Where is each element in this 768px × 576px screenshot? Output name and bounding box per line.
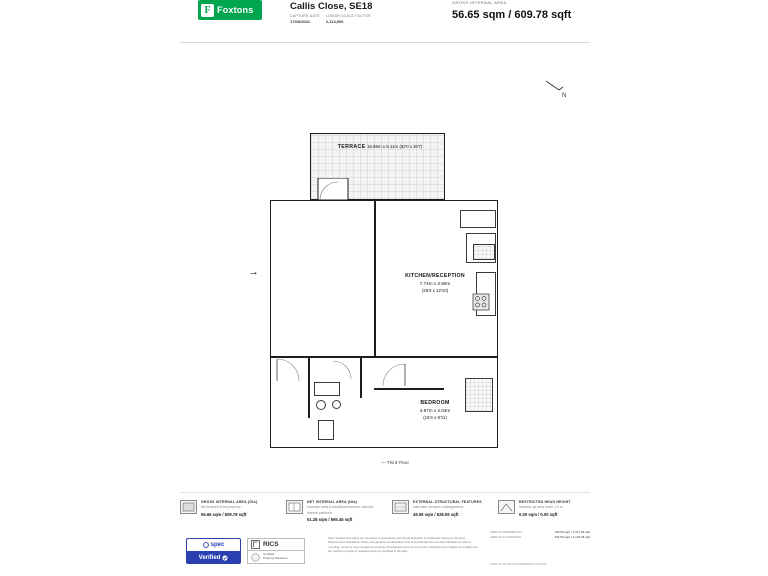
gross-internal-area-value: 56.65 sqm / 609.78 sqft — [452, 9, 572, 21]
area-external-title: EXTERNAL STRUCTURAL FEATURES — [413, 500, 482, 504]
spec-verified-label: Verified — [198, 554, 221, 561]
entry-arrow-icon: → — [248, 266, 259, 278]
rics-certified-badge — [247, 551, 305, 564]
area-gia-value: 56.65 sqm / 609.78 sqft — [201, 512, 247, 518]
area-item-external — [392, 500, 484, 524]
svg-text:N: N — [562, 93, 567, 99]
floor-note: — Third Floor — [381, 460, 409, 465]
flat-void — [271, 201, 374, 357]
foxtons-logo — [198, 0, 262, 20]
spec-label: spec — [210, 542, 225, 548]
disclaimer-text: Spec Verified floor plans are produced in accordance with Royal Institution of Chartered Surveyors Property Measurement Standards. Plans and gardens are illustrative only and excluded from all area calculations. Due to rounding, numbers may not add up precisely. All areas/amounts shown for the individual room heights and widths are the maximum points of measurements as specified in the plan. — [328, 536, 478, 554]
external-structural-features-icon — [392, 500, 409, 514]
gross-internal-area — [452, 0, 612, 21]
bathroom-wall — [308, 358, 310, 418]
footer — [180, 492, 590, 576]
rics-badge-group — [247, 538, 305, 564]
rics-label: RICS — [263, 541, 279, 548]
metadata-scale-factor-label: LINEAR SCALE FACTOR — [325, 14, 371, 18]
compass-icon — [545, 80, 571, 104]
rights-accessway-label: AREA IN ACCESSWAY — [490, 534, 522, 539]
area-head-height-sub: handled, up-area under 1.5 m — [519, 505, 563, 510]
area-gia-title: GROSS INTERNAL AREA (GIA) — [201, 500, 258, 504]
terrace-label — [330, 144, 430, 152]
kitchen-reception-dim-imperial: (25'5 x 12'10) — [421, 287, 449, 293]
certification-badges — [186, 538, 316, 564]
area-nia-title: NET INTERNAL AREA (NIA) — [307, 500, 358, 504]
area-head-height-title: RESTRICTED HEAD HEIGHT — [519, 500, 571, 504]
spec-logo-icon — [203, 542, 209, 548]
bedroom-name: BEDROOM — [420, 400, 450, 406]
metadata-capture-date-value: 17/06/2021 — [290, 19, 311, 25]
restricted-head-height-icon — [498, 500, 515, 514]
gross-internal-area-icon — [180, 500, 197, 514]
area-item-gia — [180, 500, 272, 524]
area-nia-value: 51.28 sqm / 565.45 sqft — [307, 517, 353, 523]
kitchen-unit — [460, 210, 496, 228]
area-summary-list — [180, 500, 590, 524]
property-address: Callis Close, SE18 — [290, 1, 373, 12]
spec-reference-label: SPEC ID — [490, 562, 502, 566]
rights-accessway-value: 134.50 sqm / 1,123.46 sqft — [554, 534, 590, 539]
terrace-dim-imperial: (52'0 x 26'7) — [399, 144, 423, 149]
basin-icon — [332, 400, 341, 409]
metadata-scale-factor-value: 2,114,000 — [325, 19, 344, 25]
storage-icon — [318, 420, 334, 440]
hob-icon — [472, 293, 492, 313]
area-item-head-height — [498, 500, 590, 524]
door-swing-icon-2 — [380, 363, 406, 389]
terrace-dim-metric: 15.86m x 8.11m — [366, 144, 399, 149]
certified-seal-icon — [251, 553, 260, 562]
area-external-value: 49.08 sqm / 528.08 sqft — [413, 512, 459, 518]
area-item-nia — [286, 500, 378, 524]
bedroom-label — [385, 400, 485, 421]
metadata-capture-date-label: CAPTURE DATE — [290, 14, 320, 18]
door-swing-icon — [276, 358, 302, 384]
rics-logo-icon — [251, 540, 260, 549]
foxtons-logo-mark: F — [201, 4, 214, 17]
bedroom-dim-metric: 4.97m x 3.03m — [419, 407, 451, 413]
metadata-capture-date — [290, 14, 320, 25]
rics-certified-line2: Property Measurer — [263, 556, 288, 560]
rics-certified-line1: Certified — [263, 552, 275, 557]
kitchen-reception-dim-metric: 7.74m x 3.90m — [419, 280, 451, 286]
appliance-icon — [473, 244, 495, 260]
area-nia-sub: excludes walls & traditional features, includes internal partitions — [307, 505, 374, 515]
spec-reference — [490, 562, 600, 566]
door-swing-icon-3 — [332, 360, 354, 382]
hall-wall — [360, 358, 362, 398]
area-head-height-value: 0.00 sqm / 0.00 sqft — [519, 512, 558, 518]
bedroom-dim-imperial: (16'4 x 9'11) — [423, 414, 447, 420]
gross-internal-area-label: GROSS INTERNAL AREA — [452, 0, 507, 5]
rights-residential-value: 709.60 sqm / 7,617.05 sqft — [554, 530, 590, 534]
rights-residential-label: AREA IN RESIDENTIAL — [490, 530, 523, 534]
foxtons-logo-text: Foxtons — [217, 5, 254, 15]
header-divider — [180, 42, 590, 43]
bath-icon — [314, 382, 340, 396]
spec-verified-badge — [186, 538, 241, 564]
footer-divider — [180, 492, 590, 493]
rights-row-accessway — [490, 535, 590, 540]
area-gia-sub: the footprint of the property — [201, 505, 241, 510]
terrace-name: TERRACE — [337, 144, 366, 150]
rights-summary — [490, 530, 590, 540]
rics-badge — [247, 538, 305, 551]
metadata-scale-factor — [326, 14, 371, 25]
kitchen-reception-name: KITCHEN/RECEPTION — [405, 273, 465, 279]
spec-reference-value: 3D-MD2312184BD038U24/21C05 — [502, 562, 547, 566]
area-external-sub: balconies, terraces, wintergardens — [413, 505, 464, 510]
net-internal-area-icon — [286, 500, 303, 514]
header — [180, 0, 600, 40]
kitchen-reception-label — [375, 273, 495, 294]
internal-wall-horizontal-2 — [374, 356, 498, 358]
toilet-icon — [316, 400, 326, 410]
check-icon — [222, 555, 228, 561]
floor-plan — [180, 48, 590, 478]
